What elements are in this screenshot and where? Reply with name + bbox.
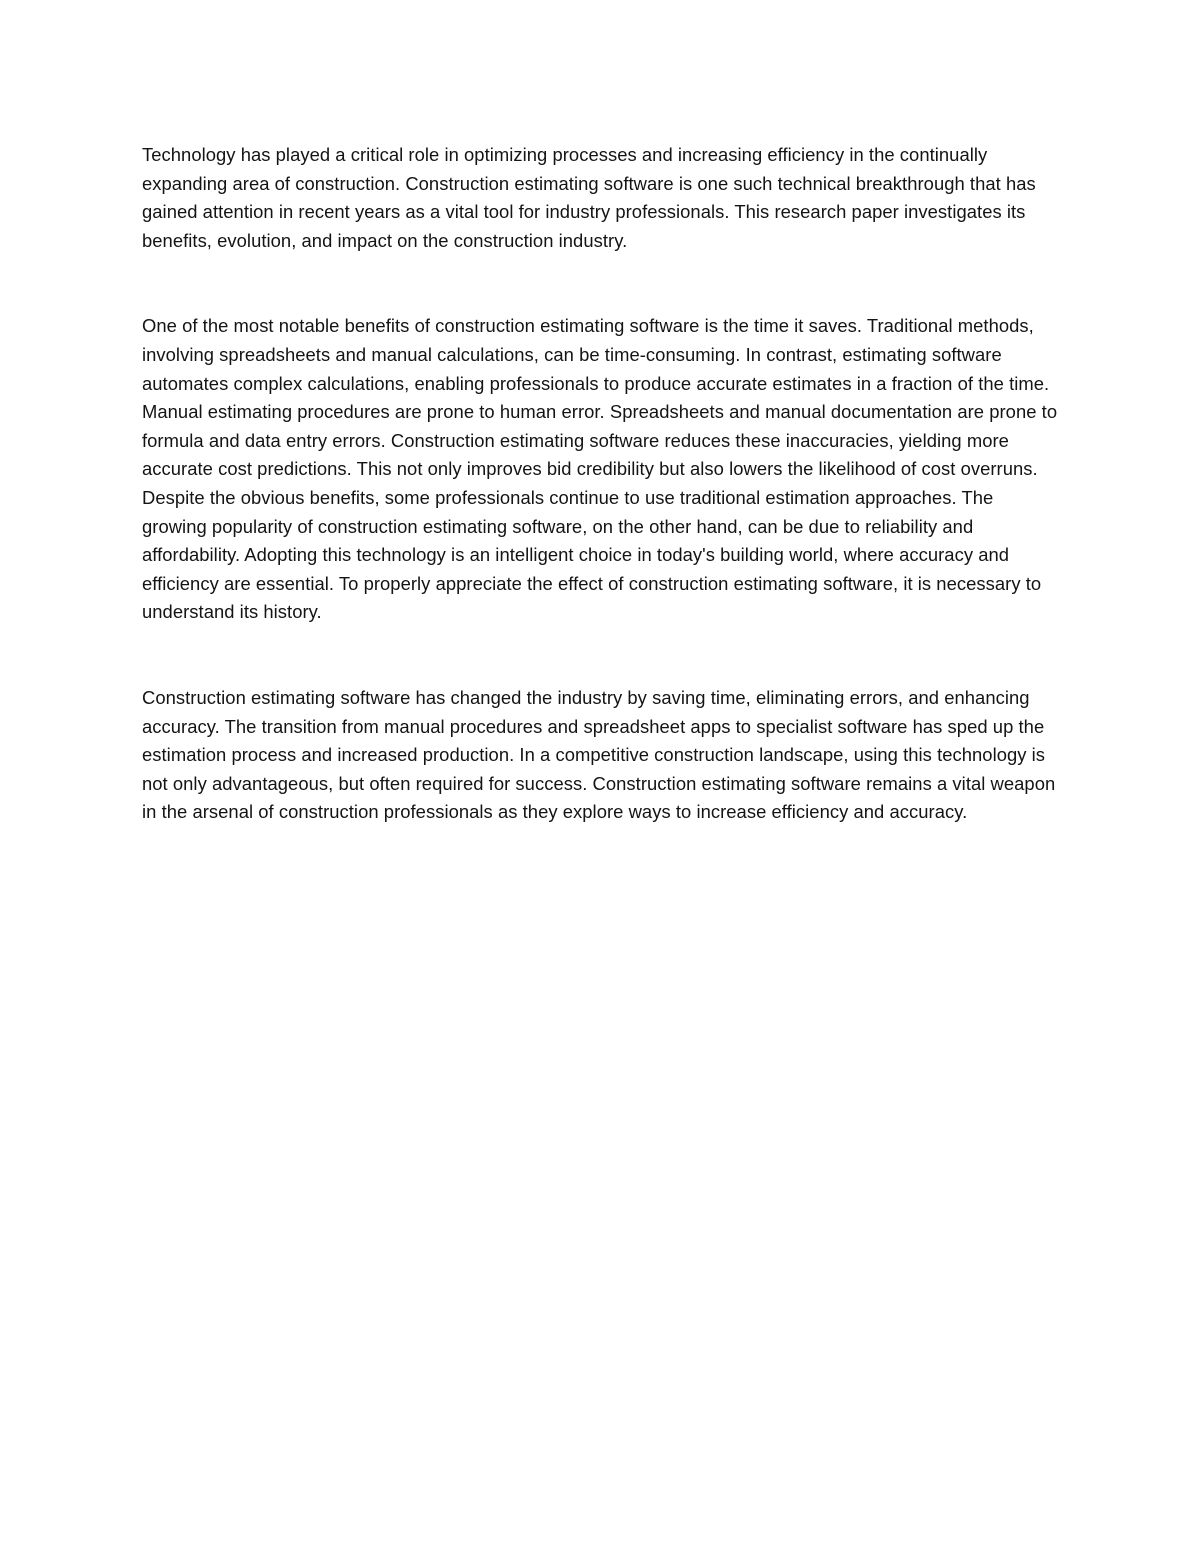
paragraph-spacing	[142, 255, 1060, 312]
paragraph-conclusion: Construction estimating software has changed the industry by saving time, eliminating errors, and enhancing accuracy. The transition from manual procedures and spreadsheet apps to specialist software has sped up the estimation process and increased production. In a competitive construction landscape, using this technology is not only advantageous, but often required for success. Construction estimating software remains a vital weapon in the arsenal of construction professionals as they explore ways to increase efficiency and accuracy.	[142, 686, 1056, 823]
paragraph-introduction: Technology has played a critical role in optimizing processes and increasing efficiency in the continually expanding area of construction. Construction estimating software is one such technical breakthrough that has gained attention in recent years as a vital tool for industry professionals. This research paper investigates its benefits, evolution, and impact on the construction industry.	[142, 144, 1036, 251]
paragraph-benefits: One of the most notable benefits of construction estimating software is the time it saves. Traditional methods, involving spreadsheets and manual calculations, can be time-consuming. In contrast, estimating software automates complex calculations, enabling professionals to produce accurate estimates in a fraction of the time. Manual estimating procedures are prone to human error. Spreadsheets and manual documentation are prone to formula and data entry errors. Construction estimating software reduces these inaccuracies, yielding more accurate cost predictions. This not only improves bid credibility but also lowers the likelihood of cost overruns. Despite the obvious benefits, some professionals continue to use traditional estimation approaches. The growing popularity of construction estimating software, on the other hand, can be due to reliability and affordability. Adopting this technology is an intelligent choice in today's building world, where accuracy and efficiency are essential. To properly appreciate the effect of construction estimating software, it is necessary to understand its history.	[142, 315, 1058, 623]
paragraph-spacing	[142, 627, 1060, 684]
document-body	[142, 141, 1060, 827]
